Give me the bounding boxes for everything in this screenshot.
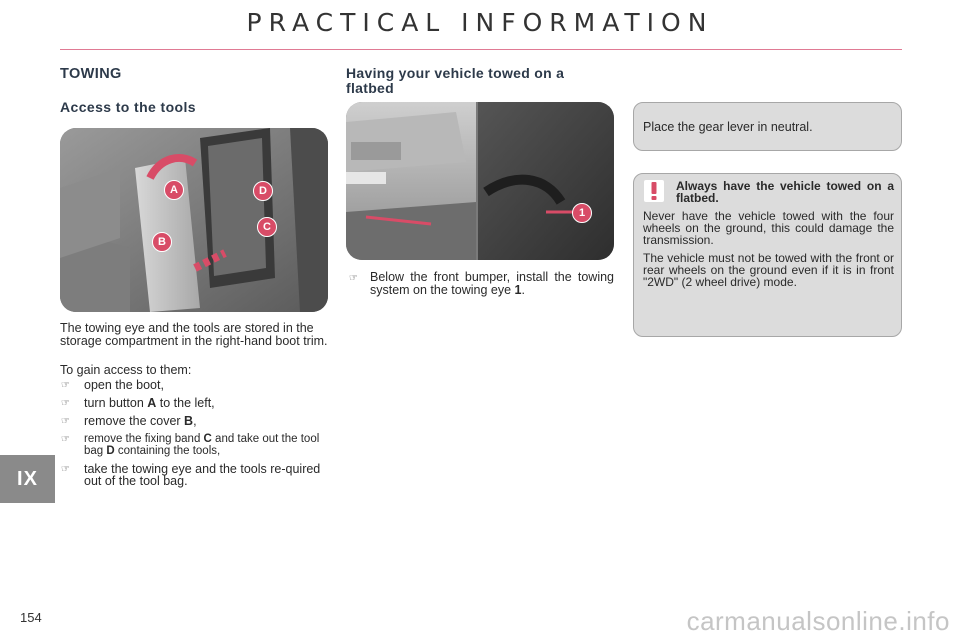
step-text: and take out the tool bag xyxy=(84,433,320,457)
step-label: C xyxy=(203,433,212,445)
warning-box xyxy=(633,173,902,337)
callout-c: C xyxy=(257,217,277,237)
arrow-right-icon: ☞ xyxy=(61,416,70,427)
arrow-right-icon: ☞ xyxy=(61,464,70,475)
page-number: 154 xyxy=(20,610,42,625)
step-label: 1 xyxy=(514,283,522,297)
step-text: take the towing eye and the tools re-quired out of the tool bag. xyxy=(84,462,321,488)
header-rule xyxy=(60,49,902,50)
step-label: A xyxy=(147,396,157,410)
warning-paragraph: Never have the vehicle towed with the four wheels on the ground, this could damage the transmission. xyxy=(643,209,894,247)
access-line: To gain access to them: xyxy=(60,363,192,377)
step-text: to the left, xyxy=(156,396,215,410)
step-label: B xyxy=(184,414,194,428)
flatbed-step xyxy=(346,271,614,297)
warning-icon xyxy=(644,180,664,202)
list-item xyxy=(60,463,328,487)
arrow-right-icon: ☞ xyxy=(61,398,70,409)
gear-note-box xyxy=(633,102,902,151)
arrow-right-icon: ☞ xyxy=(61,434,70,445)
list-item xyxy=(60,379,328,391)
watermark: carmanualsonline.info xyxy=(686,606,950,636)
access-tools-heading: Access to the tools xyxy=(60,99,196,115)
warning-title: Always have the vehicle towed on a flatbed. xyxy=(676,179,894,205)
arrow-right-icon: ☞ xyxy=(349,273,358,284)
step-text: remove the cover xyxy=(84,414,185,428)
boot-tools-photo xyxy=(60,128,328,312)
access-steps-list xyxy=(60,379,328,493)
flatbed-heading: Having your vehicle towed on a flatbed xyxy=(346,65,565,96)
boot-illustration xyxy=(60,128,328,312)
chapter-tab: IX xyxy=(0,455,55,503)
step-label: D xyxy=(106,445,115,457)
front-bumper-photo xyxy=(346,102,614,260)
step-text: containing the tools, xyxy=(114,445,221,457)
step-text: , xyxy=(193,414,197,428)
towing-heading: TOWING xyxy=(60,66,122,82)
step-text: open the boot, xyxy=(84,378,164,392)
step-text: Below the front bumper, install the towing system on the towing eye xyxy=(370,270,614,297)
step-text: turn button xyxy=(84,396,148,410)
list-item xyxy=(60,397,328,409)
step-text: remove the fixing band xyxy=(84,433,204,445)
gear-note-text: Place the gear lever in neutral. xyxy=(643,120,813,134)
page-title: PRACTICAL INFORMATION xyxy=(246,8,714,37)
list-item xyxy=(60,415,328,427)
list-item xyxy=(60,433,328,457)
step-text: . xyxy=(521,283,525,297)
callout-1: 1 xyxy=(572,203,592,223)
intro-paragraph: The towing eye and the tools are stored in the storage compartment in the right-hand boot trim. xyxy=(60,321,328,348)
callout-b: B xyxy=(152,232,172,252)
front-bumper-illustration xyxy=(346,102,614,260)
callout-d: D xyxy=(253,181,273,201)
callout-a: A xyxy=(164,180,184,200)
arrow-right-icon: ☞ xyxy=(61,380,70,391)
warning-paragraph: The vehicle must not be towed with the front or rear wheels on the ground even if it is in front "2WD" (2 wheel drive) mode. xyxy=(643,251,894,289)
